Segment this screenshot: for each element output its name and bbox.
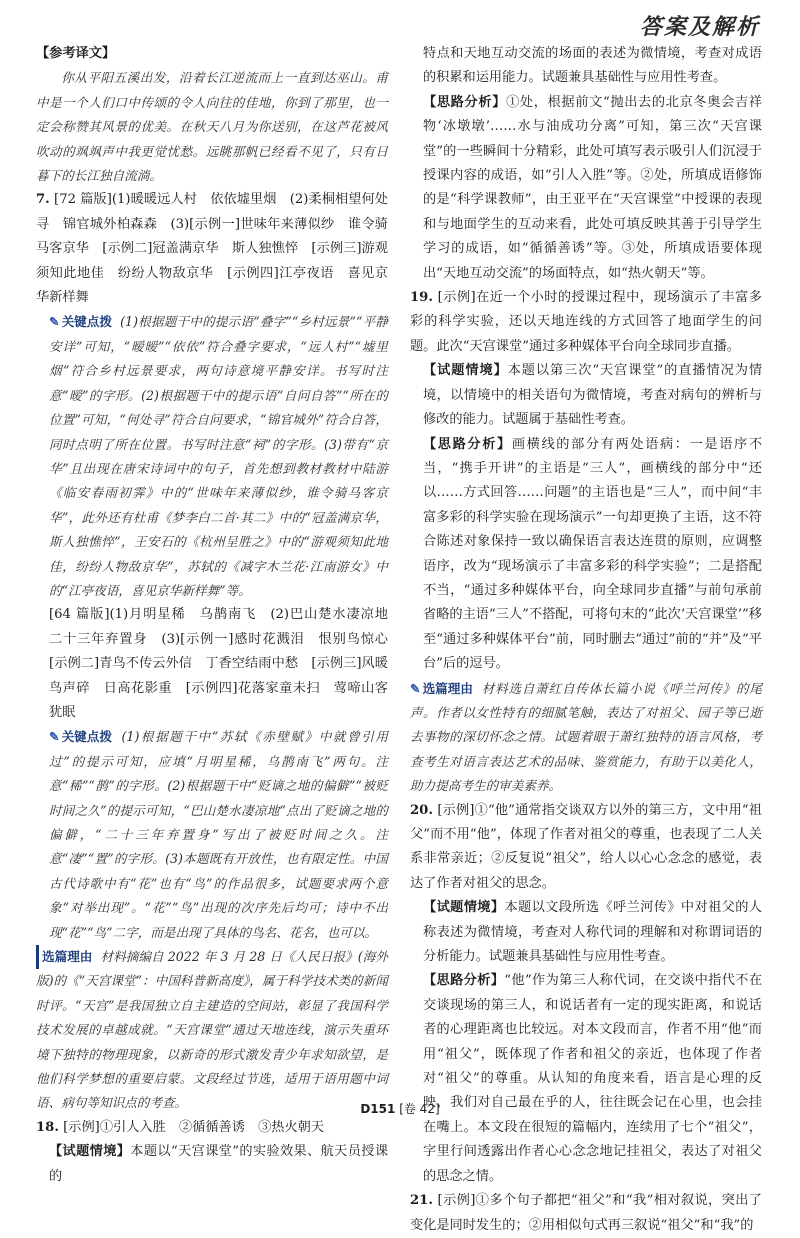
key-note-2-label [49, 725, 116, 749]
reason-note-2 [410, 677, 762, 799]
q20-answer [410, 799, 762, 897]
q20-context-text: 本题以文段所选《呼兰河传》中对祖父的人称表述为微情境，考查对人称代词的理解和对称谓词语的分析能力。试题兼具基础性与应用性考查。 [423, 900, 762, 965]
q19-number: 19. [410, 290, 433, 306]
q18-analysis-text: ①处，根据前文“抛出去的北京冬奥会吉祥物‘冰墩墩’……水与油成功分离”可知，第三次“天宫课堂”的一些瞬间十分精彩，此处可填写表示吸引人们沉浸于授课内容的成语，如“引人入胜”等。②处，所填成语修饰的是“科学课教师”，由王亚平在“天宫课堂”中授课的表现和与地面学生的互动来看，此处可填反映其善于引导学生学习的成语，如“循循善诱”等。③处，所填成语要体现出“天地互动交流”的场面特点，如“热火朝天”等。 [423, 94, 762, 281]
q7-answer-b: [64 篇版](1)月明星稀 乌鹊南飞 (2)巴山楚水凄凉地 二十三年弃置身 (3)[示例一]感时花溅泪 恨别鸟惊心 [示例二]青鸟不传云外信 丁香空结雨中愁 [示例三]风暖鸟声碎 日高花影重 [示例四]花落家童未扫 莺啼山客犹眠 [49, 607, 402, 720]
q18-context-cont: 特点和天地互动交流的场面的表述为微情境，考查对成语的积累和运用能力。试题兼具基础性与应用性考查。 [423, 46, 762, 86]
reason-note-2-label-text: 选篇理由 [422, 680, 473, 696]
q20-analysis-label: 【思路分析】 [423, 973, 505, 989]
q19-answer [410, 286, 762, 359]
q18-context-text: 本题以“天宫课堂”的实验效果、航天员授课的 [49, 1144, 389, 1184]
q7-answer-a-text: [72 篇版](1)暖暖远人村 依依墟里烟 (2)柔桐相望何处寻 锦官城外柏森森 (3)[示例一]世味年来薄似纱 谁令骑马客京华 [示例二]冠盖满京华 斯人独憔悴 [示例三]游观须知此地佳 纷纷人物敌京华 [示例四]江亭夜语 喜见京华新样舞 [36, 192, 388, 306]
q20-answer-text: [示例]①“他”通常指交谈双方以外的第三方，文中用“祖父”而不用“他”，体现了作者对祖父的尊重，也表现了二人关系非常亲近；②反复说“祖父”，给人以心心念念的感觉，表达了作者对祖父的思念。 [410, 802, 762, 891]
page-footer [0, 1100, 800, 1117]
key-note-1-label-text: 关键点拨 [61, 314, 112, 330]
q20-analysis-text: “他”作为第三人称代词，在交谈中指代不在交谈现场的第三人，和说话者有一定的现实距离，和说话者的心理距离也比较远。对本文段而言，作者不用“他”而用“祖父”，既体现了作者和祖父的亲近，也体现了作者对“祖父”的尊重。从认知的角度来看，语言是心理的反映，我们对自己最在乎的人，往往既会记在心里，也会挂在嘴上。本文段在很短的篇幅内，连续用了七个“祖父”，字里行间透露出作者心心念念地记挂祖父，表达了对祖父的思念之情。 [423, 973, 763, 1184]
q18-analysis [410, 91, 762, 286]
q7-number: 7. [36, 192, 50, 208]
key-note-1 [36, 310, 388, 603]
q19-analysis-text: 画横线的部分有两处语病：一是语序不当，“携手开讲”的主语是“三人”，画横线的部分中“还以……方式回答……问题”的主语也是“三人”，而中间“丰富多彩的科学实验在现场演示”一句却更换了主语，这不符合陈述对象保持一致以确保语言表达连贯的原则，应调整语序，改为“现场演示了丰富多彩的科学实验”；二是搭配不当，“通过多种媒体平台，向全球同步直播”与前句承前省略的主语“三人”不搭配，可将句末的“此次‘天宫课堂’”移至“通过多种媒体平台”前，同时删去“通过”前的“并”及“平台”后的逗号。 [423, 436, 762, 672]
q19-answer-text: [示例]在近一个小时的授课过程中，现场演示了丰富多彩的科学实验，还以天地连线的方式回答了地面学生的问题。此次“天宫课堂”通过多种媒体平台向全球同步直播。 [410, 290, 762, 354]
key-note-1-label [49, 310, 116, 334]
q18-answer-text: [示例]①引人入胜 ②循循善诱 ③热火朝天 [63, 1119, 325, 1135]
pen-icon: ✎ [410, 680, 421, 696]
q20-context-label: 【试题情境】 [423, 900, 505, 916]
q18-number: 18. [36, 1119, 59, 1135]
pen-icon: ✎ [49, 314, 60, 330]
key-note-2-text: (1)根据题干中“苏轼《赤壁赋》中就曾引用过”的提示可知，应填“月明星稀，乌鹊南飞”两句。注意“稀”“鹊”的字形。(2)根据题干中“贬谪之地的偏僻”“被贬时间之久”的提示可知，“巴山楚水凄凉地”点出了贬谪之地的偏僻，“二十三年弃置身”写出了被贬时间之久。注意“凄”“置”的字形。(3)本题既有开放性，也有限定性。中国古代诗歌中有“花”也有“鸟”的作品很多，试题要求两个意象“对举出现”。“花”“鸟”出现的次序先后均可；诗中不出现“花”“鸟”二字，而是出现了具体的鸟名、花名，也可以。 [49, 729, 388, 940]
reason-note-1-label: 选篇理由 [36, 945, 92, 969]
key-note-1-text: (1)根据题干中的提示语“叠字”“乡村远景”“平静安详”可知，“暧暧”“依依”符合叠字要求，“远人村”“墟里烟”符合乡村远景要求，两句诗意境平静安详。书写时注意“暧”的字形。(2)根据题干中的提示语“自问自答”“所在的位置”可知，“何处寻”符合自问要求，“锦官城外”符合自答，同时点明了所在位置。书写时注意“祠”的字形。(3)带有“京华”且出现在唐宋诗词中的句子，首先想到教材教材中陆游《临安春雨初霁》中的“世味年来薄似纱，谁令骑马客京华”，此外还有杜甫《梦李白二首·其二》中的“冠盖满京华，斯人独憔悴”，王安石的《杭州呈胜之》中的“游观须知此地佳，纷纷人物敌京华”，苏轼的《减字木兰花·江南游女》中的“江亭夜语，喜见京华新样舞”等。 [49, 314, 389, 598]
reason-note-2-label [410, 677, 477, 701]
reason-note-1-text: 材料摘编自 2022 年 3 月 28 日《人民日报》(海外版)的《“天宫课堂”：中国科普新高度》，属于科学技术类的新闻时评。“天宫”是我国独立自主建造的空间站，彰显了我国科学技术发展的卓越成就。“天宫课堂”通过天地连线，演示失重环境下独特的物理现象，以新奇的形式激发青少年求知欲望，是他们科学梦想的重要启蒙。文段经过节选，适用于语用题中词语、病句等知识点的考查。 [36, 949, 388, 1111]
reason-note-2-text: 材料选自萧红自传体长篇小说《呼兰河传》的尾声。作者以女性特有的细腻笔触，表达了对祖父、园子等已逝去事物的深切怀念之情。试题着眼于萧红独特的语言风格，考查考生对语言表达艺术的品味、鉴赏能力，有助于以美化人，助力提高考生的审美素养。 [410, 680, 762, 794]
q19-analysis [410, 433, 762, 677]
q21-number: 21. [410, 1193, 433, 1209]
q21-answer-text: [示例]①多个句子都把“祖父”和“我”相对叙说，突出了变化是同时发生的；②用相似句式再三叙说“祖父”和“我”的 [410, 1193, 762, 1233]
pen-icon: ✎ [49, 729, 60, 745]
ref-title: 【参考译文】 [36, 46, 116, 61]
q20-number: 20. [410, 802, 433, 818]
reason-note-1 [36, 945, 388, 1116]
q20-analysis [410, 969, 762, 1189]
page-header-title: 答案及解析 [639, 14, 760, 40]
page-number: D151 [360, 1102, 396, 1116]
left-column [36, 42, 402, 1189]
q20-context [410, 896, 762, 969]
q19-context [410, 359, 762, 432]
q19-context-text: 本题以第三次“天宫课堂”的直播情况为情境，以情境中的相关语句为微情境，考查对病句的辨析与修改的能力。试题属于基础性考查。 [423, 363, 763, 428]
ref-translation: 你从平阳五溪出发，沿着长江逆流而上一直到达巫山。甫中是一个人们口中传颂的令人向往的佳地，你到了那里，也一定会称赞其风景的优美。在秋天八月为你送别，在这芦花被风吹动的飒飒声中我更觉忧愁。远眺那帆已经看不见了，只有日暮下的长江独自流淌。 [36, 70, 388, 184]
q18-answer [36, 1116, 388, 1140]
right-column [410, 42, 762, 1238]
q18-analysis-label: 【思路分析】 [423, 94, 507, 110]
q18-context [36, 1140, 388, 1189]
key-note-2-label-text: 关键点拨 [61, 729, 112, 745]
q21-answer [410, 1189, 762, 1238]
q18-context-label: 【试题情境】 [49, 1144, 131, 1160]
q19-analysis-label: 【思路分析】 [423, 436, 512, 452]
volume-label: [卷 42] [399, 1102, 440, 1116]
key-note-2 [36, 725, 388, 945]
q19-context-label: 【试题情境】 [423, 363, 508, 379]
q7-answer-a [36, 188, 388, 310]
